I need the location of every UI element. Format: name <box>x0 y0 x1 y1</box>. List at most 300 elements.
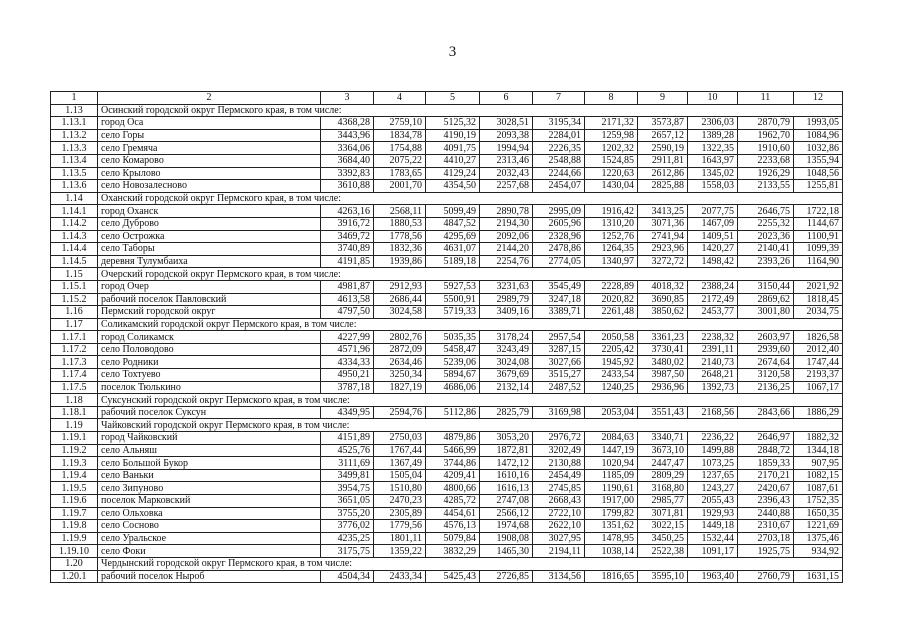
value-cell: 3195,34 <box>533 117 585 130</box>
value-cell: 3022,15 <box>638 520 688 533</box>
value-cell: 2440,88 <box>738 507 794 520</box>
value-cell: 2194,30 <box>480 217 533 230</box>
value-cell: 2391,11 <box>688 343 738 356</box>
table-row <box>51 432 843 445</box>
value-cell: 1345,02 <box>688 167 738 180</box>
value-cell: 1631,15 <box>794 570 843 583</box>
settlement-name: город Оханск <box>98 205 321 218</box>
value-cell: 3595,10 <box>638 570 688 583</box>
value-cell: 2594,76 <box>374 406 426 419</box>
settlement-name: село Дуброво <box>98 217 321 230</box>
group-title: Суксунский городской округ Пермского края, в том числе: <box>98 394 843 407</box>
value-cell: 3573,87 <box>638 117 688 130</box>
value-cell: 2388,24 <box>688 280 738 293</box>
value-cell: 2001,70 <box>374 180 426 193</box>
value-cell: 2454,07 <box>533 180 585 193</box>
value-cell: 2612,86 <box>638 167 688 180</box>
value-cell: 2194,11 <box>533 545 585 558</box>
value-cell: 2722,10 <box>533 507 585 520</box>
row-code: 1.14.4 <box>51 243 98 256</box>
row-code: 1.13.4 <box>51 154 98 167</box>
value-cell: 2170,21 <box>738 469 794 482</box>
settlement-name: село Острожка <box>98 230 321 243</box>
settlement-name: село Тохтуево <box>98 369 321 382</box>
table-row <box>51 117 843 130</box>
table-row <box>51 280 843 293</box>
value-cell: 1916,42 <box>585 205 638 218</box>
value-cell: 2136,25 <box>738 381 794 394</box>
value-cell: 5466,99 <box>426 444 480 457</box>
value-cell: 2171,32 <box>585 117 638 130</box>
value-cell: 4151,89 <box>321 432 374 445</box>
value-cell: 2522,38 <box>638 545 688 558</box>
value-cell: 3071,81 <box>638 507 688 520</box>
table-row <box>51 180 843 193</box>
group-header-row <box>51 394 843 407</box>
table-row <box>51 217 843 230</box>
row-code: 1.19.9 <box>51 532 98 545</box>
value-cell: 1472,12 <box>480 457 533 470</box>
value-cell: 2566,12 <box>480 507 533 520</box>
value-cell: 3744,86 <box>426 457 480 470</box>
value-cell: 1144,67 <box>794 217 843 230</box>
value-cell: 5035,35 <box>426 331 480 344</box>
table-row <box>51 444 843 457</box>
value-cell: 2870,79 <box>738 117 794 130</box>
value-cell: 1747,44 <box>794 356 843 369</box>
group-title: Соликамский городской округ Пермского края, в том числе: <box>98 318 843 331</box>
value-cell: 1974,68 <box>480 520 533 533</box>
value-cell: 2603,97 <box>738 331 794 344</box>
value-cell: 5079,84 <box>426 532 480 545</box>
value-cell: 2023,36 <box>738 230 794 243</box>
value-cell: 1202,32 <box>585 142 638 155</box>
value-cell: 1190,61 <box>585 482 638 495</box>
settlement-name: рабочий поселок Павловский <box>98 293 321 306</box>
value-cell: 2453,77 <box>688 306 738 319</box>
value-cell: 3545,49 <box>533 280 585 293</box>
row-code: 1.17.4 <box>51 369 98 382</box>
value-cell: 2205,42 <box>585 343 638 356</box>
value-cell: 1926,29 <box>738 167 794 180</box>
value-cell: 1430,04 <box>585 180 638 193</box>
value-cell: 2872,09 <box>374 343 426 356</box>
group-title: Очерский городской округ Пермского края, в том числе: <box>98 268 843 281</box>
value-cell: 1610,16 <box>480 469 533 482</box>
value-cell: 3111,69 <box>321 457 374 470</box>
table-row <box>51 356 843 369</box>
table-row <box>51 469 843 482</box>
value-cell: 2995,09 <box>533 205 585 218</box>
column-number-header: 2 <box>98 92 321 105</box>
value-cell: 2305,89 <box>374 507 426 520</box>
value-cell: 3755,20 <box>321 507 374 520</box>
value-cell: 1359,22 <box>374 545 426 558</box>
value-cell: 2890,78 <box>480 205 533 218</box>
value-cell: 4295,69 <box>426 230 480 243</box>
value-cell: 3610,88 <box>321 180 374 193</box>
value-cell: 1532,44 <box>688 532 738 545</box>
row-code: 1.18.1 <box>51 406 98 419</box>
value-cell: 1392,73 <box>688 381 738 394</box>
settlement-name: село Ваньки <box>98 469 321 482</box>
value-cell: 2848,72 <box>738 444 794 457</box>
value-cell: 4504,34 <box>321 570 374 583</box>
value-cell: 3243,49 <box>480 343 533 356</box>
settlement-name: село Родники <box>98 356 321 369</box>
settlement-name: город Очер <box>98 280 321 293</box>
table-row <box>51 142 843 155</box>
value-cell: 2869,62 <box>738 293 794 306</box>
value-cell: 4209,41 <box>426 469 480 482</box>
settlement-name: поселок Тюлькино <box>98 381 321 394</box>
value-cell: 2454,49 <box>533 469 585 482</box>
row-code: 1.17.2 <box>51 343 98 356</box>
value-cell: 1185,09 <box>585 469 638 482</box>
value-cell: 1243,27 <box>688 482 738 495</box>
value-cell: 1886,29 <box>794 406 843 419</box>
value-cell: 2750,03 <box>374 432 426 445</box>
value-cell: 2648,21 <box>688 369 738 382</box>
value-cell: 3776,02 <box>321 520 374 533</box>
settlement-name: село Уральское <box>98 532 321 545</box>
value-cell: 2939,60 <box>738 343 794 356</box>
column-number-header: 8 <box>585 92 638 105</box>
value-cell: 2310,67 <box>738 520 794 533</box>
header-row <box>51 92 843 105</box>
row-code: 1.13.5 <box>51 167 98 180</box>
value-cell: 2228,89 <box>585 280 638 293</box>
column-number-header: 3 <box>321 92 374 105</box>
value-cell: 4334,33 <box>321 356 374 369</box>
value-cell: 1322,35 <box>688 142 738 155</box>
value-cell: 1510,80 <box>374 482 426 495</box>
table-row <box>51 495 843 508</box>
value-cell: 3175,75 <box>321 545 374 558</box>
value-cell: 1375,46 <box>794 532 843 545</box>
value-cell: 1449,18 <box>688 520 738 533</box>
settlement-name: село Новозалесново <box>98 180 321 193</box>
value-cell: 2634,46 <box>374 356 426 369</box>
settlement-name: село Горы <box>98 129 321 142</box>
group-header-row <box>51 192 843 205</box>
value-cell: 2447,47 <box>638 457 688 470</box>
settlement-name: деревня Тулумбаиха <box>98 255 321 268</box>
value-cell: 4686,06 <box>426 381 480 394</box>
table-row <box>51 369 843 382</box>
value-cell: 2911,81 <box>638 154 688 167</box>
value-cell: 4235,25 <box>321 532 374 545</box>
value-cell: 2172,49 <box>688 293 738 306</box>
value-cell: 1420,27 <box>688 243 738 256</box>
value-cell: 4525,76 <box>321 444 374 457</box>
settlement-name: село Зипуново <box>98 482 321 495</box>
column-number-header: 10 <box>688 92 738 105</box>
value-cell: 3071,36 <box>638 217 688 230</box>
value-cell: 2825,88 <box>638 180 688 193</box>
value-cell: 2193,37 <box>794 369 843 382</box>
value-cell: 1310,20 <box>585 217 638 230</box>
value-cell: 3987,50 <box>638 369 688 382</box>
table-row <box>51 532 843 545</box>
value-cell: 2802,76 <box>374 331 426 344</box>
value-cell: 1237,65 <box>688 469 738 482</box>
row-code: 1.16 <box>51 306 98 319</box>
value-cell: 5425,43 <box>426 570 480 583</box>
value-cell: 1067,17 <box>794 381 843 394</box>
value-cell: 2433,34 <box>374 570 426 583</box>
value-cell: 2140,73 <box>688 356 738 369</box>
value-cell: 1264,35 <box>585 243 638 256</box>
value-cell: 1164,90 <box>794 255 843 268</box>
row-code: 1.14.5 <box>51 255 98 268</box>
row-code: 1.13.2 <box>51 129 98 142</box>
value-cell: 2674,64 <box>738 356 794 369</box>
value-cell: 2809,29 <box>638 469 688 482</box>
value-cell: 1252,76 <box>585 230 638 243</box>
value-cell: 4981,87 <box>321 280 374 293</box>
value-cell: 5239,06 <box>426 356 480 369</box>
value-cell: 1962,70 <box>738 129 794 142</box>
settlement-name: село Ольховка <box>98 507 321 520</box>
settlement-name: село Альняш <box>98 444 321 457</box>
value-cell: 2745,85 <box>533 482 585 495</box>
value-cell: 1994,94 <box>480 142 533 155</box>
table-row <box>51 205 843 218</box>
value-cell: 2957,54 <box>533 331 585 344</box>
table-row <box>51 293 843 306</box>
value-cell: 3361,23 <box>638 331 688 344</box>
value-cell: 4613,58 <box>321 293 374 306</box>
value-cell: 4129,24 <box>426 167 480 180</box>
value-cell: 4354,50 <box>426 180 480 193</box>
row-code: 1.14.3 <box>51 230 98 243</box>
value-cell: 4879,86 <box>426 432 480 445</box>
value-cell: 2012,40 <box>794 343 843 356</box>
value-cell: 4576,13 <box>426 520 480 533</box>
value-cell: 3120,58 <box>738 369 794 382</box>
value-cell: 2747,08 <box>480 495 533 508</box>
value-cell: 3730,41 <box>638 343 688 356</box>
value-cell: 1084,96 <box>794 129 843 142</box>
settlement-name: город Чайковский <box>98 432 321 445</box>
value-cell: 2140,41 <box>738 243 794 256</box>
value-cell: 934,92 <box>794 545 843 558</box>
row-code: 1.19.5 <box>51 482 98 495</box>
value-cell: 3231,63 <box>480 280 533 293</box>
value-cell: 3450,25 <box>638 532 688 545</box>
value-cell: 1945,92 <box>585 356 638 369</box>
value-cell: 4368,28 <box>321 117 374 130</box>
value-cell: 1779,56 <box>374 520 426 533</box>
value-cell: 1882,32 <box>794 432 843 445</box>
value-cell: 1498,42 <box>688 255 738 268</box>
value-cell: 1939,86 <box>374 255 426 268</box>
value-cell: 2306,03 <box>688 117 738 130</box>
value-cell: 1929,93 <box>688 507 738 520</box>
value-cell: 4454,61 <box>426 507 480 520</box>
value-cell: 2055,43 <box>688 495 738 508</box>
group-header-row <box>51 268 843 281</box>
settlement-name: село Комарово <box>98 154 321 167</box>
value-cell: 3499,81 <box>321 469 374 482</box>
value-cell: 1465,30 <box>480 545 533 558</box>
row-code: 1.20 <box>51 557 98 570</box>
row-code: 1.14.2 <box>51 217 98 230</box>
value-cell: 3690,85 <box>638 293 688 306</box>
value-cell: 3515,27 <box>533 369 585 382</box>
value-cell: 2936,96 <box>638 381 688 394</box>
value-cell: 2257,68 <box>480 180 533 193</box>
row-code: 1.18 <box>51 394 98 407</box>
value-cell: 1778,56 <box>374 230 426 243</box>
value-cell: 2050,58 <box>585 331 638 344</box>
table-row <box>51 406 843 419</box>
value-cell: 2703,18 <box>738 532 794 545</box>
value-cell: 3469,72 <box>321 230 374 243</box>
row-code: 1.15 <box>51 268 98 281</box>
value-cell: 1767,44 <box>374 444 426 457</box>
value-cell: 3684,40 <box>321 154 374 167</box>
table-row <box>51 520 843 533</box>
row-code: 1.13.3 <box>51 142 98 155</box>
value-cell: 2075,22 <box>374 154 426 167</box>
group-header-row <box>51 318 843 331</box>
value-cell: 1722,18 <box>794 205 843 218</box>
value-cell: 3443,96 <box>321 129 374 142</box>
value-cell: 1816,65 <box>585 570 638 583</box>
value-cell: 1754,88 <box>374 142 426 155</box>
value-cell: 1643,97 <box>688 154 738 167</box>
value-cell: 3027,95 <box>533 532 585 545</box>
table-row <box>51 457 843 470</box>
settlement-name: село Гремяча <box>98 142 321 155</box>
value-cell: 5189,18 <box>426 255 480 268</box>
value-cell: 3134,56 <box>533 570 585 583</box>
value-cell: 3916,72 <box>321 217 374 230</box>
table-row <box>51 482 843 495</box>
value-cell: 2470,23 <box>374 495 426 508</box>
row-code: 1.19.2 <box>51 444 98 457</box>
value-cell: 4018,32 <box>638 280 688 293</box>
value-cell: 2053,04 <box>585 406 638 419</box>
group-title: Оханский городской округ Пермского края, в том числе: <box>98 192 843 205</box>
value-cell: 1409,51 <box>688 230 738 243</box>
value-cell: 1752,35 <box>794 495 843 508</box>
value-cell: 2646,75 <box>738 205 794 218</box>
value-cell: 2825,79 <box>480 406 533 419</box>
value-cell: 1859,33 <box>738 457 794 470</box>
settlement-name: поселок Марковский <box>98 495 321 508</box>
value-cell: 2132,14 <box>480 381 533 394</box>
settlement-name: село Сосново <box>98 520 321 533</box>
value-cell: 2313,46 <box>480 154 533 167</box>
value-cell: 2328,96 <box>533 230 585 243</box>
value-cell: 1827,19 <box>374 381 426 394</box>
value-cell: 3413,25 <box>638 205 688 218</box>
value-cell: 3028,51 <box>480 117 533 130</box>
settlement-name: город Соликамск <box>98 331 321 344</box>
value-cell: 2236,22 <box>688 432 738 445</box>
table-row <box>51 167 843 180</box>
column-number-header: 11 <box>738 92 794 105</box>
column-number-header: 6 <box>480 92 533 105</box>
value-cell: 1650,35 <box>794 507 843 520</box>
value-cell: 3832,29 <box>426 545 480 558</box>
value-cell: 3673,10 <box>638 444 688 457</box>
value-cell: 3169,98 <box>533 406 585 419</box>
row-code: 1.13.6 <box>51 180 98 193</box>
value-cell: 3168,80 <box>638 482 688 495</box>
value-cell: 3679,69 <box>480 369 533 382</box>
value-cell: 1447,19 <box>585 444 638 457</box>
value-cell: 1389,28 <box>688 129 738 142</box>
value-cell: 1616,13 <box>480 482 533 495</box>
column-number-header: 4 <box>374 92 426 105</box>
value-cell: 3740,89 <box>321 243 374 256</box>
row-code: 1.13 <box>51 104 98 117</box>
value-cell: 2226,35 <box>533 142 585 155</box>
value-cell: 2168,56 <box>688 406 738 419</box>
table-row <box>51 154 843 167</box>
row-code: 1.17.1 <box>51 331 98 344</box>
settlement-name: рабочий поселок Суксун <box>98 406 321 419</box>
value-cell: 3480,02 <box>638 356 688 369</box>
row-code: 1.19.8 <box>51 520 98 533</box>
settlement-name: город Оса <box>98 117 321 130</box>
value-cell: 2741,94 <box>638 230 688 243</box>
row-code: 1.19.7 <box>51 507 98 520</box>
column-number-header: 12 <box>794 92 843 105</box>
value-cell: 2077,75 <box>688 205 738 218</box>
row-code: 1.15.2 <box>51 293 98 306</box>
value-cell: 1880,53 <box>374 217 426 230</box>
value-cell: 2255,32 <box>738 217 794 230</box>
value-cell: 4285,72 <box>426 495 480 508</box>
value-cell: 2478,86 <box>533 243 585 256</box>
value-cell: 1478,95 <box>585 532 638 545</box>
value-cell: 2774,05 <box>533 255 585 268</box>
value-cell: 1259,98 <box>585 129 638 142</box>
value-cell: 2657,12 <box>638 129 688 142</box>
value-cell: 1799,82 <box>585 507 638 520</box>
value-cell: 2144,20 <box>480 243 533 256</box>
row-code: 1.14.1 <box>51 205 98 218</box>
value-cell: 3024,58 <box>374 306 426 319</box>
value-cell: 1925,75 <box>738 545 794 558</box>
value-cell: 1020,94 <box>585 457 638 470</box>
table-row <box>51 255 843 268</box>
table-row <box>51 331 843 344</box>
value-cell: 2396,43 <box>738 495 794 508</box>
value-cell: 2034,75 <box>794 306 843 319</box>
value-cell: 1834,78 <box>374 129 426 142</box>
value-cell: 1340,97 <box>585 255 638 268</box>
value-cell: 2622,10 <box>533 520 585 533</box>
row-code: 1.17.5 <box>51 381 98 394</box>
value-cell: 1032,86 <box>794 142 843 155</box>
value-cell: 5894,67 <box>426 369 480 382</box>
value-cell: 4091,75 <box>426 142 480 155</box>
value-cell: 2032,43 <box>480 167 533 180</box>
value-cell: 3787,18 <box>321 381 374 394</box>
table-row <box>51 507 843 520</box>
value-cell: 5927,53 <box>426 280 480 293</box>
value-cell: 3024,08 <box>480 356 533 369</box>
settlement-name: село Половодово <box>98 343 321 356</box>
group-header-row <box>51 557 843 570</box>
settlement-name: рабочий поселок Ныроб <box>98 570 321 583</box>
